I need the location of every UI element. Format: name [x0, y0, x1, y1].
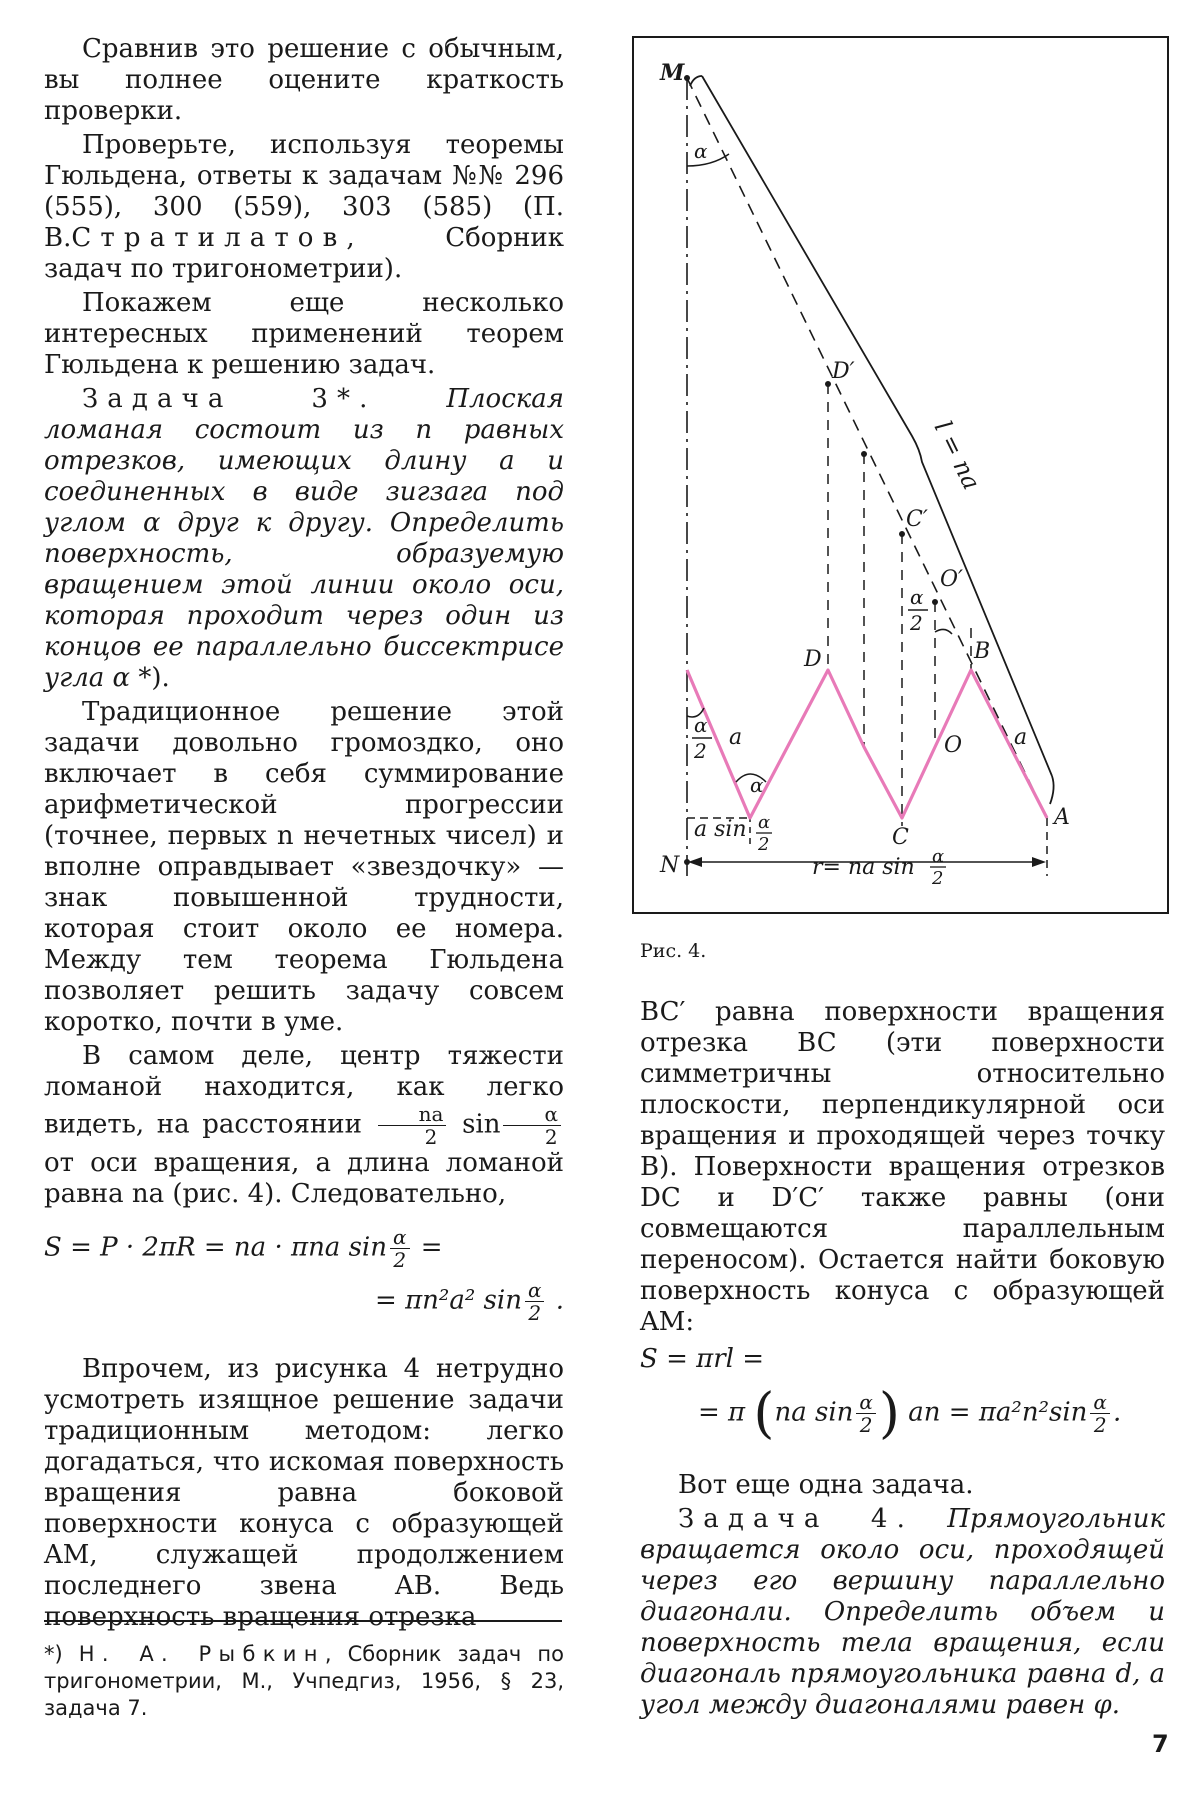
label-D: D	[804, 647, 822, 672]
formula-cone: S = πrl =	[640, 1344, 765, 1374]
label-A: A	[1054, 805, 1070, 830]
svg-text:α: α	[758, 812, 771, 833]
line-MA	[687, 78, 1047, 818]
paragraph-elegant-solution: Впрочем, из рисунка 4 нетрудно усмотреть изящное решение задачи традиционным методом: легко догадаться, что искомая поверхность вращения равна боковой поверхности конуса с образующей AM, служащей продолжением последнего звена AB. Ведь поверхность вращения отрезка	[44, 1354, 564, 1632]
task-4	[640, 1504, 1165, 1721]
brace-l	[702, 76, 1052, 776]
label-C-prime: C′	[906, 507, 928, 532]
label-r-eq: r= na sin	[812, 855, 915, 880]
paragraph-check-guldin: Проверьте, используя теоремы Гюльдена, ответы к задачам №№ 296 (555), 300 (559), 303 (585) (П. В.Стратилатов, Сборник задач по тригонометрии).	[44, 130, 564, 284]
label-alpha-bottom: α	[750, 773, 764, 797]
label-C: C	[892, 825, 909, 850]
figure-4	[632, 36, 1169, 914]
formula-cone-result: = π (na sin $\frac{\alpha}{2}$ ) an = πa²n²sin $\frac{\alpha}{2}$ .	[698, 1381, 1122, 1445]
formula-surface-1: S = P · 2πR = na · πna sin $\frac{\alpha}{2}$ =	[44, 1225, 443, 1272]
svg-text:2: 2	[932, 868, 944, 889]
label-a-right: a	[1014, 725, 1028, 750]
paragraph-traditional-solution: Традиционное решение этой задачи довольно громоздко, оно включает в себя суммирование арифметической прогрессии (точнее, первых n нечетных чисел) и вполне оправдывает «звездочку» — знак повышенной трудности, которая стоит около ее номера. Между тем теорема Гюльдена позволяет решить задачу совсем коротко, почти в уме.	[44, 697, 564, 1037]
task-3: Задача 3*. Плоская ломаная состоит из n равных отрезков, имеющих длину a и соединенных в виде зигзага под углом α друг к другу. Определить поверхность, образуемую вращением этой линии около оси, которая проходит через один из концов ее параллельно биссектрисе угла α *).	[44, 384, 564, 693]
label-l-eq-na: l = na	[928, 416, 986, 495]
label-D-prime: D′	[832, 359, 855, 384]
label-two-left: 2	[694, 739, 707, 763]
right-column	[640, 997, 1165, 1724]
label-a-left: a	[729, 725, 743, 750]
paragraph-comparison: Сравнив это решение с обычным, вы полнее оцените краткость проверки.	[44, 34, 564, 126]
label-a-sin: a sin	[694, 817, 747, 842]
footnote-rule	[44, 1620, 562, 1622]
figure-4-diagram	[632, 36, 1169, 914]
formula-surface-2: = πn²a² sin $\frac{\alpha}{2}$ .	[375, 1278, 564, 1325]
task-3-label: Задача 3*.	[82, 384, 377, 414]
label-alpha-top: α	[694, 139, 708, 163]
paragraph-another-task: Вот еще одна задача.	[678, 1470, 974, 1500]
page-number: 7	[1152, 1730, 1169, 1758]
paragraph-symmetry: BC′ равна поверхности вращения отрезка BC (эти поверхности симметричны относительно плоскости, перпендикулярной оси вращения и проходящей через точку B). Поверхности вращения отрезков DC и D′C′ также равны (они совмещаются параллельным переносом). Остается найти боковую поверхность конуса с образующей AM:	[640, 997, 1165, 1337]
label-alpha-half-right: α	[910, 585, 924, 609]
label-O: O	[944, 733, 963, 758]
footnote-author: Н. А. Рыбкин	[78, 1642, 325, 1666]
figure-caption: Рис. 4.	[640, 940, 707, 962]
paragraph-applications: Покажем еще несколько интересных применений теорем Гюльдена к решению задач.	[44, 288, 564, 380]
label-alpha-half-left: α	[694, 713, 708, 737]
label-M: M	[660, 60, 685, 86]
author-stratilatov: Стратилатов	[71, 223, 347, 253]
task-4-label: Задача 4.	[678, 1504, 914, 1534]
footnote: *) Н. А. Рыбкин, Сборник задач по тригонометрии, М., Учпедгиз, 1956, § 23, задача 7.	[44, 1642, 564, 1720]
label-O-prime: O′	[940, 567, 964, 592]
label-N: N	[660, 853, 680, 878]
svg-text:α: α	[932, 846, 945, 867]
svg-text:2: 2	[758, 834, 770, 855]
task-4-text: Прямоугольник вращается около оси, проходящей через его вершину параллельно диагонали. Определить объем и поверхность тела вращения, если диагональ прямоугольника равна d, а угол между диагоналями равен φ.	[640, 1504, 1165, 1720]
figure-frame	[633, 37, 1168, 913]
paragraph-center-of-mass: В самом деле, центр тяжести ломаной находится, как легко видеть, на расстоянии $\frac{na}{2}$ sin $\frac{\alpha}{2}$ от оси вращения, а длина ломаной равна na (рис. 4). Следовательно,	[44, 1041, 564, 1209]
label-B: B	[974, 639, 991, 664]
left-column	[44, 34, 564, 1636]
task-3-text: Плоская ломаная состоит из n равных отрезков, имеющих длину a и соединенных в виде зигзага под углом α друг к другу. Определить поверхность, образуемую вращением этой линии около оси, которая проходит через один из концов ее параллельно биссектрисе угла α	[44, 384, 564, 693]
label-two-right: 2	[910, 611, 923, 635]
